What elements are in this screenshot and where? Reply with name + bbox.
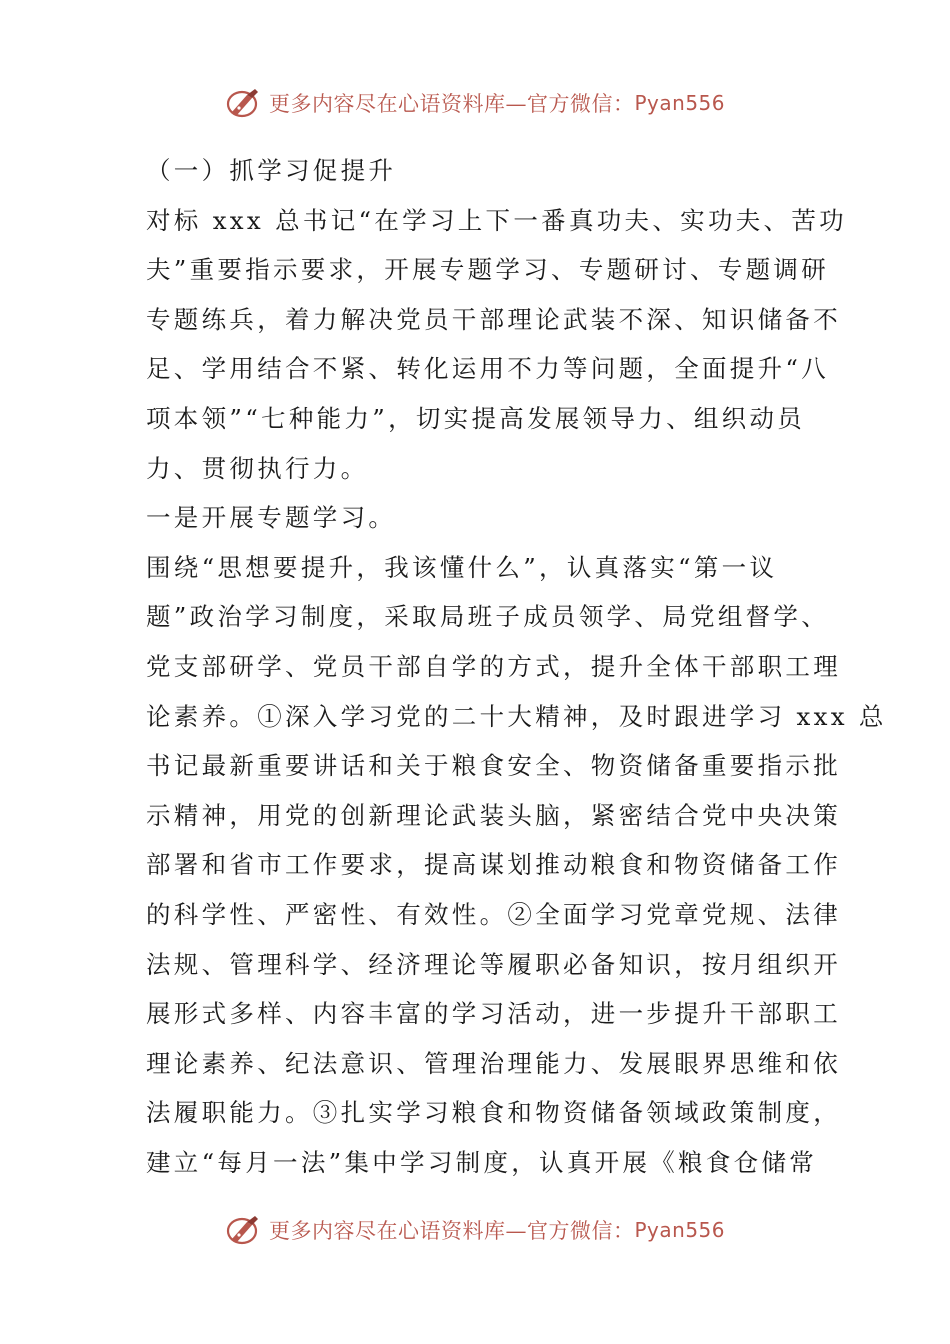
text-line: 理论素养、纪法意识、管理治理能力、发展眼界思维和依 [146, 1048, 841, 1078]
sub-heading: 一是开展专题学习。 [146, 503, 397, 533]
text-line: 展形式多样、内容丰富的学习活动，进一步提升干部职工 [146, 999, 841, 1029]
section-heading: （一）抓学习促提升 [146, 156, 397, 185]
pen-logo-icon [225, 1213, 263, 1247]
text-line: 对标 xxx 总书记“在学习上下一番真功夫、实功夫、苦功 [146, 205, 847, 235]
text-line: 法规、管理科学、经济理论等履职必备知识，按月组织开 [146, 949, 841, 979]
text-line: 项本领”“七种能力”，切实提高发展领导力、组织动员 [146, 403, 806, 433]
document-body [146, 146, 887, 1187]
text-line: 论素养。①深入学习党的二十大精神，及时跟进学习 xxx 总 [146, 701, 887, 731]
watermark-text: 更多内容尽在心语资料库—官方微信： [268, 1219, 635, 1243]
text-line: 夫”重要指示要求，开展专题学习、专题研讨、专题调研 [146, 255, 830, 285]
text-line: 足、学用结合不紧、转化运用不力等问题，全面提升“八 [146, 354, 830, 384]
text-line: 力、贯彻执行力。 [146, 453, 369, 483]
text-line: 围绕“思想要提升，我该懂什么”，认真落实“第一议 [146, 552, 778, 582]
text-line: 的科学性、严密性、有效性。②全面学习党章党规、法律 [146, 899, 841, 929]
text-line: 建立“每月一法”集中学习制度，认真开展《粮食仓储常 [146, 1147, 818, 1177]
pen-logo-icon [225, 86, 263, 120]
text-line: 示精神，用党的创新理论武装头脑，紧密结合党中央决策 [146, 800, 841, 830]
text-line: 党支部研学、党员干部自学的方式，提升全体干部职工理 [146, 651, 841, 681]
text-line: 书记最新重要讲话和关于粮食安全、物资储备重要指示批 [146, 751, 841, 781]
text-line: 专题练兵，着力解决党员干部理论武装不深、知识储备不 [146, 304, 841, 334]
text-line: 题”政治学习制度，采取局班子成员领学、局党组督学、 [146, 602, 830, 632]
watermark-text: 更多内容尽在心语资料库—官方微信： [268, 92, 635, 116]
watermark-footer [0, 1213, 950, 1247]
text-line: 法履职能力。③扎实学习粮食和物资储备领域政策制度， [146, 1098, 841, 1128]
watermark-id: Pyan556 [634, 1218, 725, 1242]
watermark-id: Pyan556 [634, 91, 725, 115]
text-line: 部署和省市工作要求，提高谋划推动粮食和物资储备工作 [146, 850, 841, 880]
watermark-header [0, 86, 950, 120]
